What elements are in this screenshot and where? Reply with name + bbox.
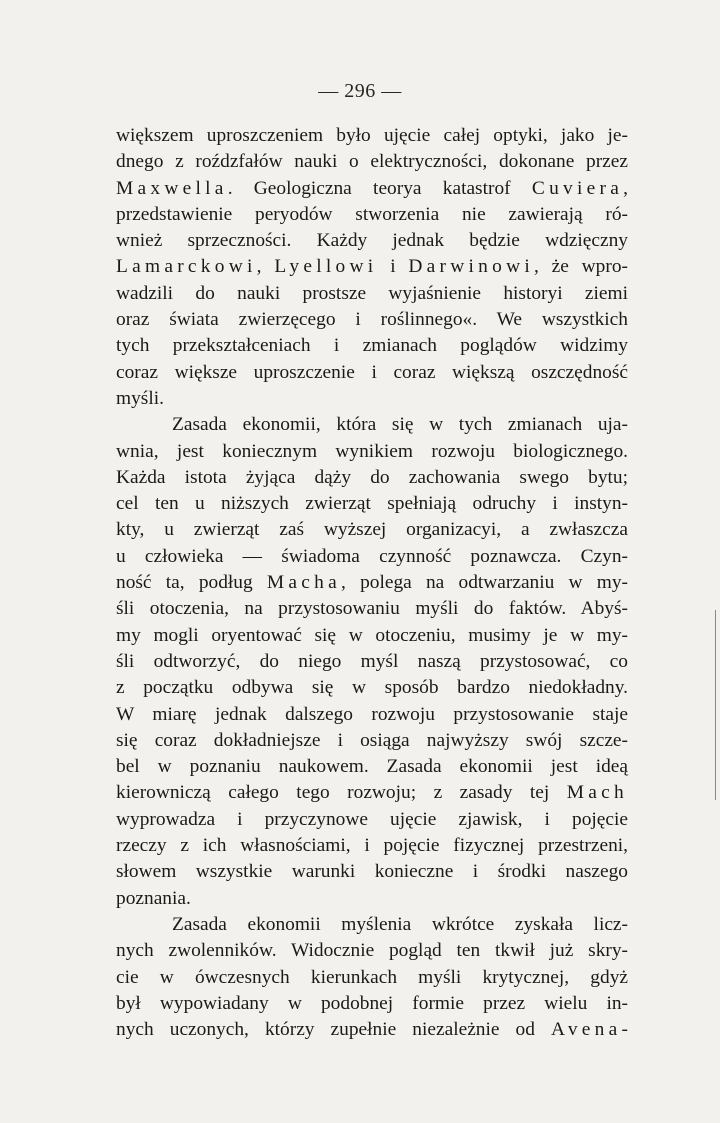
spaced-name: Macha [266, 572, 342, 594]
margin-mark [715, 610, 716, 800]
text-segment: wyprowadza i przyczynowe ujęcie zjawisk, i pojęcie [116, 808, 628, 830]
text-line [116, 465, 628, 491]
text-segment: - [621, 1019, 628, 1041]
spaced-name: Darwinowi [408, 256, 535, 278]
text-line [116, 570, 628, 596]
text-line [116, 675, 628, 701]
text-segment: kty, u zwierząt zaś wyższej organizacyi, a zwłaszcza [116, 519, 628, 541]
text-line [116, 991, 628, 1017]
text-segment: coraz większe uproszczenie i coraz większą oszczędność [116, 361, 628, 383]
spaced-name: Avena [551, 1019, 622, 1041]
text-segment: , [256, 256, 275, 278]
text-segment: Każda istota żyjąca dąży do zachowania swego bytu; [116, 466, 628, 488]
text-line [116, 544, 628, 570]
text-line [116, 176, 628, 202]
text-line [116, 912, 628, 938]
text-line [116, 1017, 628, 1043]
text-line [116, 517, 628, 543]
text-line [116, 149, 628, 175]
text-line [116, 333, 628, 359]
text-segment: wnia, jest koniecznym wynikiem rozwoju biologicznego. [116, 440, 628, 462]
spaced-name: Cuviera [531, 177, 624, 199]
text-segment: Zasada ekonomii, która się w tych zmianach uja- [172, 414, 628, 436]
text-segment: nych uczonych, którzy zupełnie niezależnie od [116, 1019, 552, 1041]
text-segment: tych przekształceniach i zmianach poglądów widzimy [116, 335, 628, 357]
text-line [116, 360, 628, 386]
text-segment: śli otoczenia, na przystosowaniu myśli do faktów. Abyś- [116, 598, 628, 620]
text-line [116, 202, 628, 228]
spaced-name: Mach [566, 782, 628, 804]
text-segment: wadzili do nauki prostsze wyjaśnienie historyi ziemi [116, 282, 628, 304]
text-segment: poznania. [116, 887, 191, 909]
text-segment: cel ten u niższych zwierząt spełniają odruchy i instyn- [116, 493, 628, 515]
text-line [116, 596, 628, 622]
text-segment: kierowniczą całego tego rozwoju; z zasady tej [116, 782, 567, 804]
text-segment: bel w poznaniu naukowem. Zasada ekonomii jest ideą [116, 756, 628, 778]
text-line [116, 123, 628, 149]
text-segment: cie w ówczesnych kierunkach myśli krytycznej, gdyż [116, 966, 628, 988]
spaced-name: Lamarckowi [116, 256, 257, 278]
text-segment: my mogli oryentować się w otoczeniu, musimy je w my- [116, 624, 628, 646]
text-segment: Zasada ekonomii myślenia wkrótce zyskała licz- [172, 913, 628, 935]
text-line [116, 281, 628, 307]
text-segment: W miarę jednak dalszego rozwoju przystosowanie staje [116, 703, 628, 725]
text-line [116, 965, 628, 991]
text-segment: wnież sprzeczności. Każdy jednak będzie wdzięczny [116, 230, 628, 252]
text-segment: oraz świata zwierzęcego i roślinnego«. We wszystkich [116, 309, 628, 331]
text-line [116, 228, 628, 254]
text-segment: , [623, 177, 628, 199]
text-line [116, 307, 628, 333]
text-line [116, 702, 628, 728]
text-line [116, 254, 628, 280]
text-segment: słowem wszystkie warunki konieczne i środki naszego [116, 861, 628, 883]
text-line [116, 833, 628, 859]
text-segment: większem uproszczeniem było ujęcie całej optyki, jako je- [116, 125, 628, 146]
text-line [116, 780, 628, 806]
text-segment: przedstawienie peryodów stworzenia nie zawierają ró- [116, 203, 628, 225]
text-segment: ność ta, podług [116, 572, 267, 594]
text-line [116, 886, 628, 912]
text-line [116, 623, 628, 649]
text-segment: i [377, 256, 409, 278]
text-segment: był wypowiadany w podobnej formie przez wielu in- [116, 992, 628, 1014]
text-line [116, 938, 628, 964]
page-number: — 296 — [318, 80, 402, 102]
text-line [116, 728, 628, 754]
body-text [116, 123, 628, 1043]
text-line [116, 859, 628, 885]
text-line [116, 439, 628, 465]
text-segment: śli odtworzyć, do niego myśl naszą przystosować, co [116, 650, 628, 672]
text-segment: , że wpro- [534, 256, 628, 278]
spaced-name: Lyellowi [274, 256, 378, 278]
text-line [116, 649, 628, 675]
text-line [116, 754, 628, 780]
text-segment: dnego z roźdzfałów nauki o elektryczności, dokonane przez [116, 151, 628, 173]
text-segment: myśli. [116, 387, 164, 409]
text-line [116, 386, 628, 412]
text-line [116, 412, 628, 438]
text-segment: nych zwolenników. Widocznie pogląd ten tkwił już skry- [116, 940, 628, 962]
spaced-name: Maxwella [116, 177, 228, 199]
text-segment: . Geologiczna teorya katastrof [227, 177, 532, 199]
text-segment: rzeczy z ich własnościami, i pojęcie fizycznej przestrzeni, [116, 835, 628, 857]
text-line [116, 807, 628, 833]
text-segment: u człowieka — świadoma czynność poznawcza. Czyn- [116, 545, 628, 567]
text-segment: , polega na odtwarzaniu w my- [341, 572, 628, 594]
text-segment: z początku odbywa się w sposób bardzo niedokładny. [116, 677, 628, 699]
text-segment: się coraz dokładniejsze i osiąga najwyższy swój szczе- [116, 729, 628, 751]
text-line [116, 491, 628, 517]
